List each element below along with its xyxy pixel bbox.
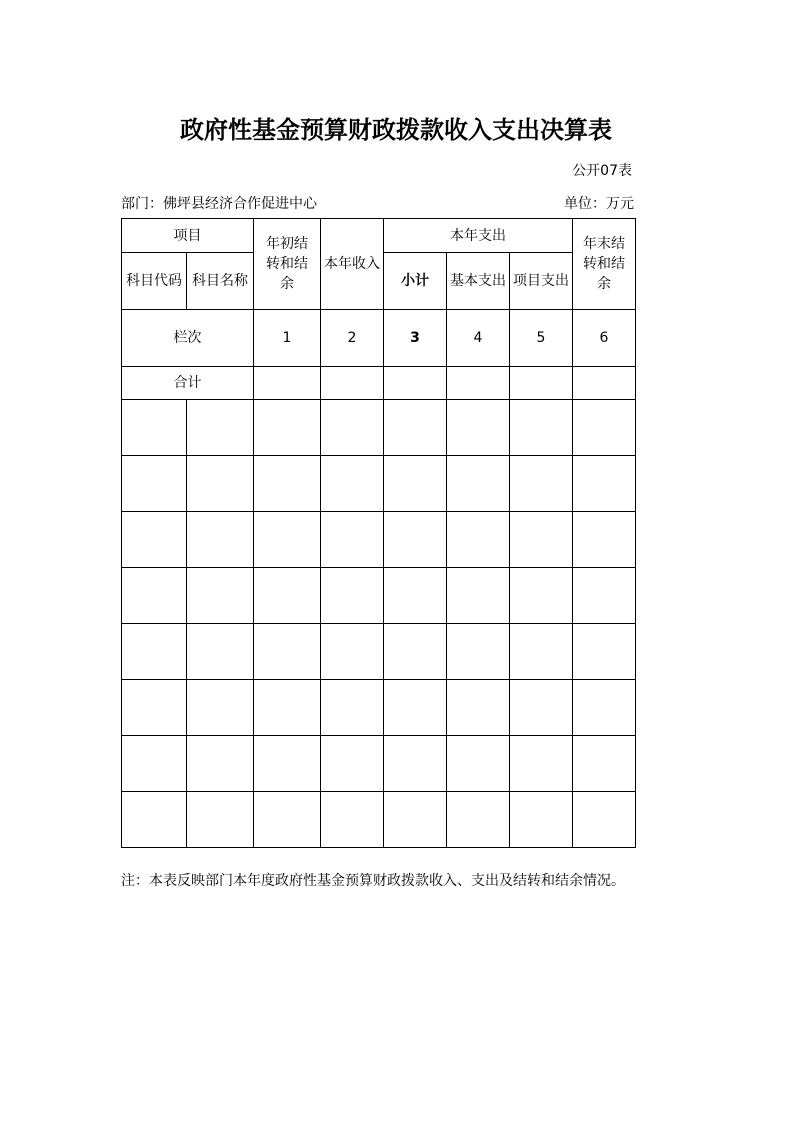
header-project-expenditure: 项目支出 [510,253,573,310]
table-cell [321,568,384,624]
header-item: 项目 [122,219,254,253]
table-cell [254,456,321,512]
table-cell [187,736,254,792]
table-cell [187,680,254,736]
table-cell [447,736,510,792]
budget-table [121,218,636,848]
page-title: 政府性基金预算财政拨款收入支出决算表 [180,116,612,144]
table-row [122,512,636,568]
table-cell [447,400,510,456]
column-number-4: 4 [447,310,510,367]
header-ending-balance-text: 年末结转和结余 [582,236,625,292]
table-cell [573,456,636,512]
total-cell [447,367,510,400]
table-cell [122,624,187,680]
table-cell [447,792,510,848]
table-cell [447,456,510,512]
total-cell [321,367,384,400]
total-row-label: 合计 [122,367,254,400]
table-cell [573,792,636,848]
table-cell [187,400,254,456]
table-cell [321,400,384,456]
table-cell [447,568,510,624]
total-cell [384,367,447,400]
table-cell [122,512,187,568]
header-income [321,219,384,310]
footnote: 注：本表反映部门本年度政府性基金预算财政拨款收入、支出及结转和结余情况。 [121,873,625,889]
table-cell [384,680,447,736]
table-cell [384,792,447,848]
table-cell [122,568,187,624]
table-cell [510,792,573,848]
table-cell [510,624,573,680]
table-cell [254,624,321,680]
table-cell [510,680,573,736]
table-cell [254,792,321,848]
form-code: 公开07表 [572,163,632,179]
header-basic-expenditure: 基本支出 [447,253,510,310]
table-cell [384,624,447,680]
table-cell [187,568,254,624]
table-cell [122,400,187,456]
header-subtotal: 小计 [384,253,447,310]
table-cell [510,736,573,792]
header-income-text: 本年收入 [324,256,380,272]
column-number-2: 2 [321,310,384,367]
table-cell [510,512,573,568]
table-cell [321,736,384,792]
header-beginning-balance-text: 年初结转和结余 [265,236,308,292]
table-cell [254,680,321,736]
table-cell [384,568,447,624]
table-cell [321,792,384,848]
table-row [122,456,636,512]
header-ending-balance [573,219,636,310]
table-cell [254,736,321,792]
table-cell [122,456,187,512]
table-cell [321,680,384,736]
header-expenditure: 本年支出 [384,219,573,253]
table-row [122,792,636,848]
total-cell [254,367,321,400]
table-cell [321,456,384,512]
table-cell [122,736,187,792]
table-cell [510,568,573,624]
table-cell [254,568,321,624]
table-row [122,624,636,680]
table-cell [384,400,447,456]
table-cell [187,624,254,680]
table-cell [384,512,447,568]
column-number-3: 3 [384,310,447,367]
table-cell [447,624,510,680]
table-row [122,680,636,736]
table-cell [254,512,321,568]
table-cell [321,512,384,568]
column-number-1: 1 [254,310,321,367]
table-cell [510,456,573,512]
table-cell [573,624,636,680]
unit-label: 单位：万元 [564,196,634,212]
table-row [122,736,636,792]
table-cell [573,512,636,568]
table-cell [573,568,636,624]
table-cell [510,400,573,456]
total-cell [573,367,636,400]
table-cell [321,624,384,680]
total-cell [510,367,573,400]
department-label: 部门：佛坪县经济合作促进中心 [121,196,317,212]
table-cell [122,680,187,736]
table-cell [573,736,636,792]
table-cell [384,736,447,792]
table-cell [187,792,254,848]
table-row [122,400,636,456]
table-cell [187,512,254,568]
table-cell [573,400,636,456]
column-row-label: 栏次 [122,310,254,367]
header-subject-code: 科目代码 [122,253,187,310]
table-row [122,568,636,624]
column-number-5: 5 [510,310,573,367]
table-cell [254,400,321,456]
header-beginning-balance [254,219,321,310]
column-number-6: 6 [573,310,636,367]
table-cell [447,680,510,736]
table-cell [573,680,636,736]
table-cell [187,456,254,512]
table-cell [122,792,187,848]
header-subject-name: 科目名称 [187,253,254,310]
table-cell [384,456,447,512]
table-cell [447,512,510,568]
